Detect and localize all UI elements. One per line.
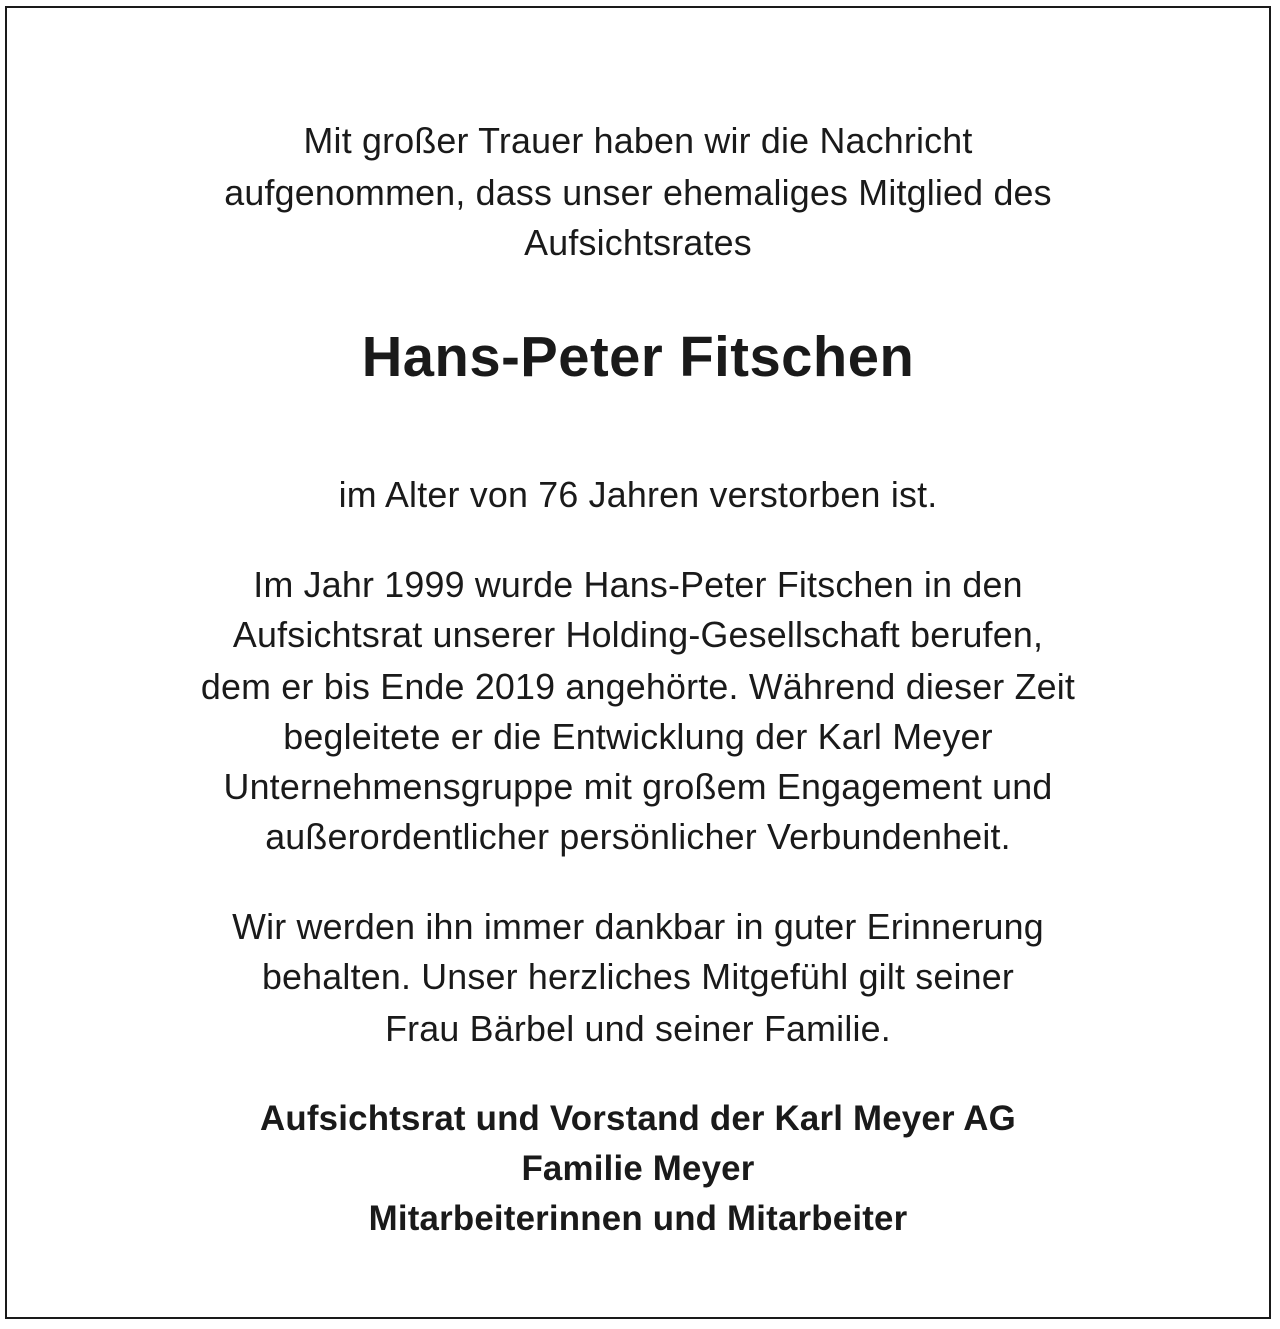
career-line-3: dem er bis Ende 2019 angehörte. Während dieser Zeit [200, 667, 1076, 707]
career-line-1: Im Jahr 1999 wurde Hans-Peter Fitschen in den [253, 565, 1023, 605]
career-line-5: Unternehmensgruppe mit großem Engagement und [223, 767, 1053, 807]
age-line: im Alter von 76 Jahren verstorben ist. [338, 475, 938, 515]
intro-line-3: Aufsichtsrates [524, 223, 752, 263]
career-line-6: außerordentlicher persönlicher Verbundenheit. [265, 817, 1011, 857]
intro-line-1: Mit großer Trauer haben wir die Nachricht [303, 121, 973, 161]
signatory-2: Familie Meyer [521, 1149, 755, 1188]
condolence-line-3: Frau Bärbel und seiner Familie. [385, 1009, 891, 1049]
obituary-frame [5, 6, 1271, 1319]
condolence-line-2: behalten. Unser herzliches Mitgefühl gilt seiner [261, 957, 1015, 997]
intro-line-2: aufgenommen, dass unser ehemaliges Mitglied des [224, 173, 1052, 213]
career-line-4: begleitete er die Entwicklung der Karl Meyer [283, 717, 993, 757]
condolence-line-1: Wir werden ihn immer dankbar in guter Erinnerung [232, 907, 1044, 947]
signatory-1: Aufsichtsrat und Vorstand der Karl Meyer AG [260, 1099, 1016, 1138]
deceased-name: Hans-Peter Fitschen [361, 325, 915, 388]
career-line-2: Aufsichtsrat unserer Holding-Gesellschaft berufen, [232, 615, 1044, 655]
signatory-3: Mitarbeiterinnen und Mitarbeiter [368, 1199, 908, 1238]
